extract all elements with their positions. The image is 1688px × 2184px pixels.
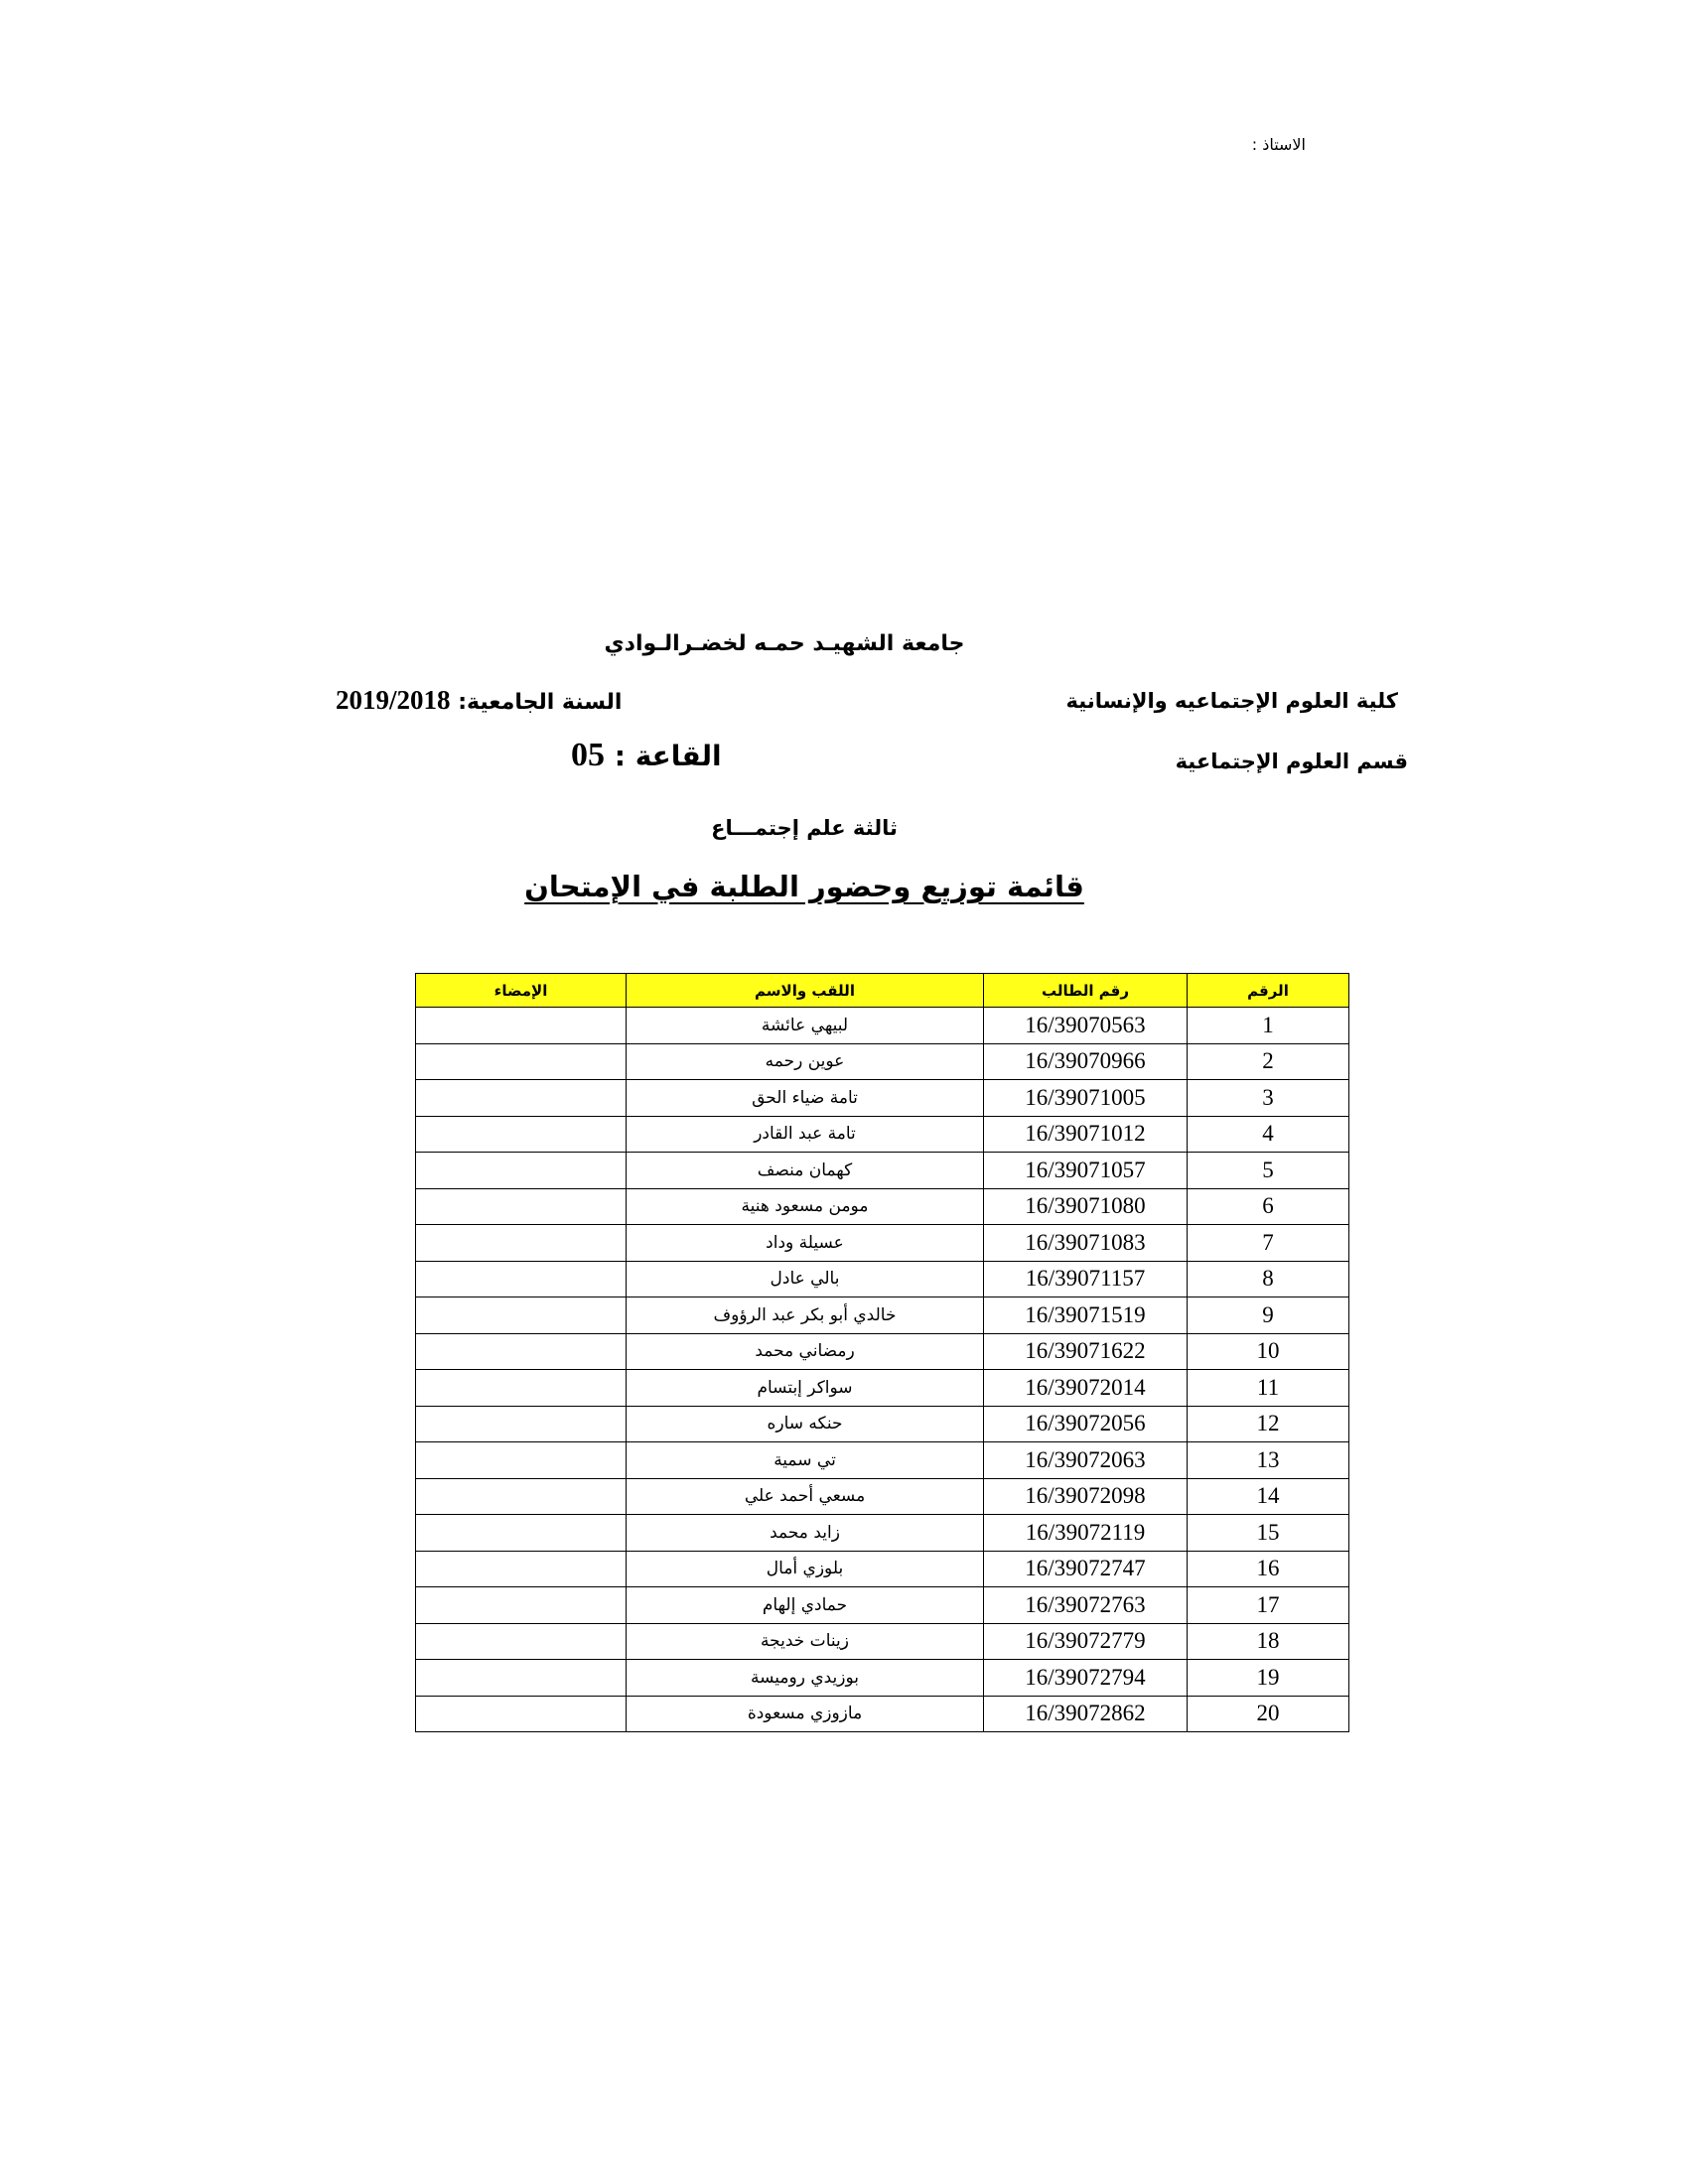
cell-signature[interactable] <box>416 1406 627 1442</box>
cell-name: زايد محمد <box>627 1515 984 1552</box>
table-row <box>416 1225 1349 1262</box>
cell-rank: 10 <box>1188 1333 1349 1370</box>
cell-student-id: 16/39072014 <box>984 1370 1188 1407</box>
cell-rank: 15 <box>1188 1515 1349 1552</box>
table-row <box>416 1297 1349 1334</box>
faculty-name: كلية العلوم الإجتماعيه والإنسانية <box>1065 689 1398 713</box>
cell-rank: 8 <box>1188 1261 1349 1297</box>
cell-rank: 5 <box>1188 1153 1349 1189</box>
cell-signature[interactable] <box>416 1587 627 1624</box>
cell-rank: 12 <box>1188 1406 1349 1442</box>
professor-label: الاستاذ : <box>1251 135 1306 154</box>
cell-name: بوزيدي روميسة <box>627 1660 984 1697</box>
table-row <box>416 1370 1349 1407</box>
table-row <box>416 1696 1349 1732</box>
cell-rank: 17 <box>1188 1587 1349 1624</box>
cell-student-id: 16/39070966 <box>984 1043 1188 1080</box>
cell-name: حمادي إلهام <box>627 1587 984 1624</box>
cell-signature[interactable] <box>416 1370 627 1407</box>
academic-year <box>336 685 622 716</box>
cell-signature[interactable] <box>416 1080 627 1117</box>
hall-label: القاعة : <box>614 740 722 772</box>
table-row <box>416 1478 1349 1515</box>
academic-year-value: 2019/2018 <box>336 685 451 715</box>
cell-signature[interactable] <box>416 1623 627 1660</box>
cell-student-id: 16/39071080 <box>984 1188 1188 1225</box>
table-row <box>416 1406 1349 1442</box>
cell-student-id: 16/39071083 <box>984 1225 1188 1262</box>
department-name: قسم العلوم الإجتماعية <box>1175 750 1408 773</box>
academic-year-label: السنة الجامعية: <box>458 690 623 715</box>
cell-signature[interactable] <box>416 1333 627 1370</box>
hall-number: 05 <box>571 737 605 773</box>
table-row <box>416 1116 1349 1153</box>
cell-signature[interactable] <box>416 1116 627 1153</box>
cell-name: بلوزي أمال <box>627 1551 984 1587</box>
cell-name: تامة ضياء الحق <box>627 1080 984 1117</box>
cell-student-id: 16/39072763 <box>984 1587 1188 1624</box>
cell-signature[interactable] <box>416 1188 627 1225</box>
cell-rank: 19 <box>1188 1660 1349 1697</box>
university-name: جامعة الشهيـد حمـه لخضـرالـوادي <box>604 631 965 656</box>
cell-signature[interactable] <box>416 1225 627 1262</box>
cell-signature[interactable] <box>416 1043 627 1080</box>
cell-signature[interactable] <box>416 1551 627 1587</box>
cell-student-id: 16/39072862 <box>984 1696 1188 1732</box>
column-header-signature: الإمضاء <box>416 974 627 1008</box>
cell-signature[interactable] <box>416 1442 627 1479</box>
cell-signature[interactable] <box>416 1696 627 1732</box>
table-row <box>416 1623 1349 1660</box>
cell-name: حنكه ساره <box>627 1406 984 1442</box>
cell-rank: 14 <box>1188 1478 1349 1515</box>
cell-rank: 7 <box>1188 1225 1349 1262</box>
cell-name: بالي عادل <box>627 1261 984 1297</box>
table-row <box>416 1442 1349 1479</box>
cell-student-id: 16/39071157 <box>984 1261 1188 1297</box>
table-row <box>416 1188 1349 1225</box>
cell-rank: 20 <box>1188 1696 1349 1732</box>
cell-student-id: 16/39071519 <box>984 1297 1188 1334</box>
cell-rank: 4 <box>1188 1116 1349 1153</box>
cell-student-id: 16/39072119 <box>984 1515 1188 1552</box>
cell-rank: 9 <box>1188 1297 1349 1334</box>
cell-name: خالدي أبو بكر عبد الرؤوف <box>627 1297 984 1334</box>
cell-student-id: 16/39072794 <box>984 1660 1188 1697</box>
column-header-name: اللقب والاسم <box>627 974 984 1008</box>
cell-student-id: 16/39072098 <box>984 1478 1188 1515</box>
cell-rank: 13 <box>1188 1442 1349 1479</box>
cell-name: كهمان منصف <box>627 1153 984 1189</box>
column-header-student-id: رقم الطالب <box>984 974 1188 1008</box>
cell-name: مازوزي مسعودة <box>627 1696 984 1732</box>
study-level: ثالثة علم إجتمـــاع <box>711 816 898 840</box>
cell-rank: 2 <box>1188 1043 1349 1080</box>
cell-name: رمضاني محمد <box>627 1333 984 1370</box>
cell-name: زينات خديجة <box>627 1623 984 1660</box>
table-row <box>416 1080 1349 1117</box>
cell-signature[interactable] <box>416 1261 627 1297</box>
table-row <box>416 1333 1349 1370</box>
cell-name: مسعي أحمد علي <box>627 1478 984 1515</box>
cell-rank: 16 <box>1188 1551 1349 1587</box>
table-row <box>416 1515 1349 1552</box>
table-row <box>416 1153 1349 1189</box>
column-header-rank: الرقم <box>1188 974 1349 1008</box>
cell-student-id: 16/39072747 <box>984 1551 1188 1587</box>
cell-rank: 11 <box>1188 1370 1349 1407</box>
cell-student-id: 16/39071057 <box>984 1153 1188 1189</box>
cell-name: عوين رحمه <box>627 1043 984 1080</box>
table-row <box>416 1660 1349 1697</box>
cell-rank: 6 <box>1188 1188 1349 1225</box>
cell-rank: 18 <box>1188 1623 1349 1660</box>
cell-name: سواكر إبتسام <box>627 1370 984 1407</box>
exam-hall <box>571 737 722 774</box>
cell-signature[interactable] <box>416 1478 627 1515</box>
cell-student-id: 16/39072056 <box>984 1406 1188 1442</box>
cell-name: عسيلة وداد <box>627 1225 984 1262</box>
cell-signature[interactable] <box>416 1153 627 1189</box>
cell-signature[interactable] <box>416 1008 627 1044</box>
table-row <box>416 1008 1349 1044</box>
table-row <box>416 1043 1349 1080</box>
cell-signature[interactable] <box>416 1515 627 1552</box>
cell-signature[interactable] <box>416 1660 627 1697</box>
cell-name: لبيهي عائشة <box>627 1008 984 1044</box>
cell-rank: 3 <box>1188 1080 1349 1117</box>
cell-name: مومن مسعود هنية <box>627 1188 984 1225</box>
cell-student-id: 16/39071622 <box>984 1333 1188 1370</box>
cell-student-id: 16/39072779 <box>984 1623 1188 1660</box>
cell-name: تامة عبد القادر <box>627 1116 984 1153</box>
cell-student-id: 16/39070563 <box>984 1008 1188 1044</box>
cell-student-id: 16/39072063 <box>984 1442 1188 1479</box>
table-row <box>416 1261 1349 1297</box>
cell-rank: 1 <box>1188 1008 1349 1044</box>
list-title: قائمة توزيع وحضور الطلبة في الإمتحان <box>524 870 1084 903</box>
attendance-table <box>415 973 1349 1732</box>
cell-signature[interactable] <box>416 1297 627 1334</box>
cell-student-id: 16/39071005 <box>984 1080 1188 1117</box>
cell-name: تي سمية <box>627 1442 984 1479</box>
cell-student-id: 16/39071012 <box>984 1116 1188 1153</box>
attendance-table-container <box>415 973 1348 1732</box>
table-row <box>416 1587 1349 1624</box>
table-header-row <box>416 974 1349 1008</box>
table-row <box>416 1551 1349 1587</box>
